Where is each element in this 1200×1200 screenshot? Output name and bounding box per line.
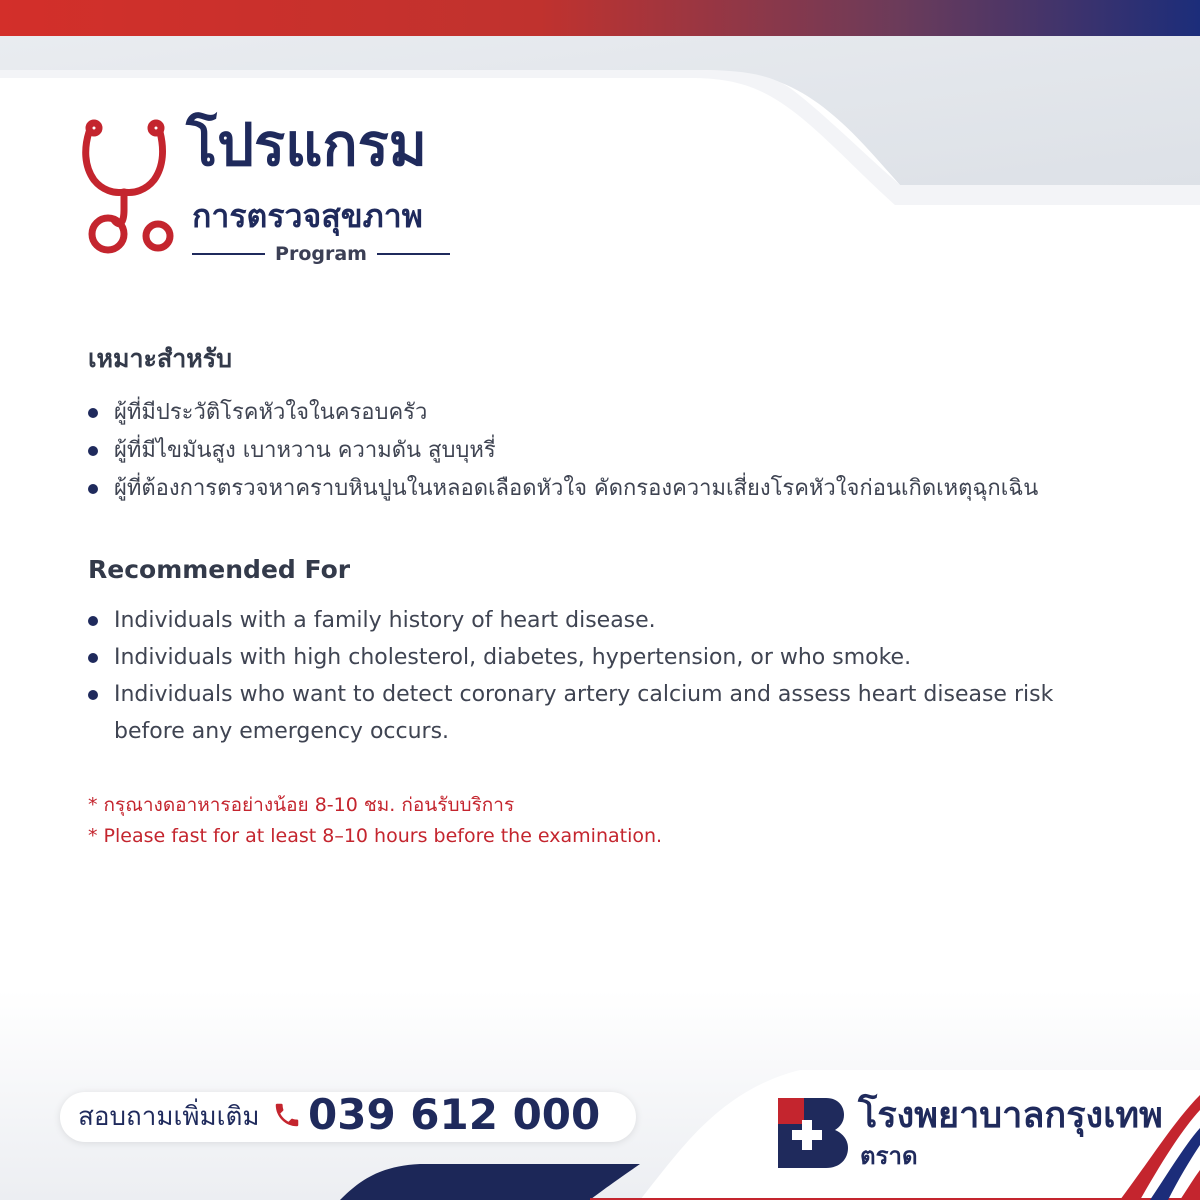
bullet-dot	[88, 446, 98, 456]
divider-line-left	[192, 253, 265, 255]
list-item-text: Individuals with a family history of heart disease.	[114, 608, 656, 633]
contact-label: สอบถามเพิ่มเติม	[78, 1102, 260, 1132]
phone-number[interactable]: 039 612 000	[308, 1090, 601, 1139]
english-section-title: Recommended For	[88, 555, 351, 584]
phone-icon	[272, 1100, 302, 1130]
hospital-cross-logo	[778, 1098, 848, 1168]
list-item-continuation: before any emergency occurs.	[114, 719, 450, 744]
list-item	[114, 676, 1053, 713]
list-item	[114, 602, 656, 639]
program-subtitle: การตรวจสุขภาพ	[192, 197, 423, 235]
bullet-dot	[88, 408, 98, 418]
bullet-dot	[88, 653, 98, 663]
list-item-text: Individuals with high cholesterol, diabetes, hypertension, or who smoke.	[114, 645, 912, 670]
list-item-text: Individuals who want to detect coronary artery calcium and assess heart disease risk	[114, 682, 1054, 707]
list-item	[114, 639, 911, 676]
list-item-text: ผู้ที่ต้องการตรวจหาคราบหินปูนในหลอดเลือดหัวใจ คัดกรองความเสี่ยงโรคหัวใจก่อนเกิดเหตุฉุกเฉิน	[114, 476, 1039, 501]
list-item	[114, 432, 496, 469]
list-item-text: ผู้ที่มีไขมันสูง เบาหวาน ความดัน สูบบุหรี่	[114, 438, 496, 463]
bullet-dot	[88, 616, 98, 626]
thai-section-title: เหมาะสำหรับ	[88, 344, 233, 373]
divider-line-right	[377, 253, 450, 255]
bullet-dot	[88, 690, 98, 700]
hospital-name: โรงพยาบาลกรุงเทพ	[858, 1095, 1163, 1136]
fasting-note-thai: * กรุณางดอาหารอย่างน้อย 8-10 ชม. ก่อนรับบริการ	[88, 794, 515, 816]
bullet-dot	[88, 484, 98, 494]
stethoscope-icon	[80, 118, 180, 260]
fasting-note-english: * Please fast for at least 8–10 hours before the examination.	[88, 825, 663, 847]
hospital-branch: ตราด	[860, 1142, 918, 1170]
list-item	[114, 470, 1038, 507]
list-item	[114, 394, 427, 431]
program-label: Program	[275, 242, 367, 265]
list-item-text: ผู้ที่มีประวัติโรคหัวใจในครอบครัว	[114, 400, 428, 425]
program-label-row	[192, 242, 450, 266]
program-title: โปรแกรม	[186, 111, 428, 179]
